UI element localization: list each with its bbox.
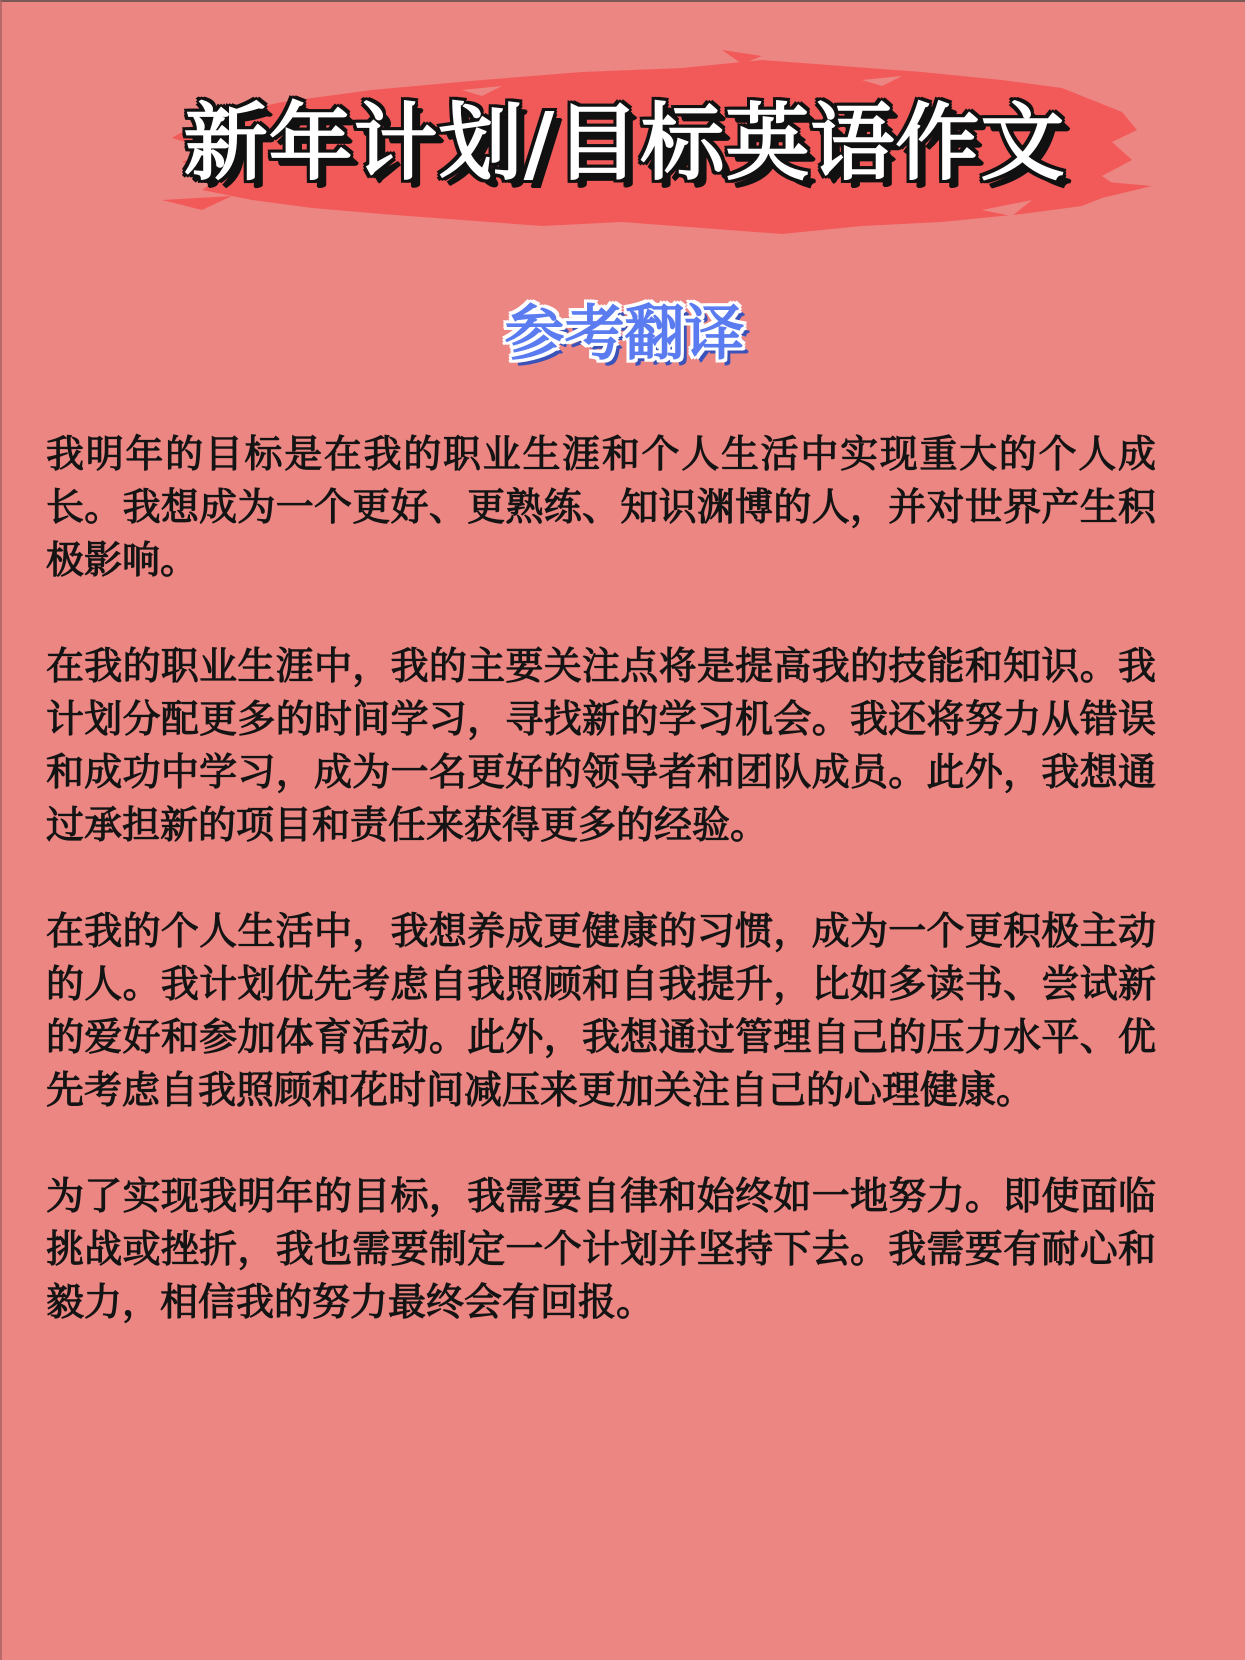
- paragraph-2: 在我的职业生涯中，我的主要关注点将是提高我的技能和知识。我计划分配更多的时间学习，寻找新的学习机会。我还将努力从错误和成功中学习，成为一名更好的领导者和团队成员。此外，我想通过承担新的项目和责任来获得更多的经验。: [46, 644, 1156, 847]
- essay-body: [46, 428, 1156, 1382]
- page-title: 新年计划/目标英语作文: [183, 94, 1066, 192]
- paragraph-1: 我明年的目标是在我的职业生涯和个人生活中实现重大的个人成长。我想成为一个更好、更熟练、知识渊博的人，并对世界产生积极影响。: [46, 432, 1156, 582]
- section-subtitle: 参考翻译: [504, 299, 745, 369]
- paragraph-3: 在我的个人生活中，我想养成更健康的习惯，成为一个更积极主动的人。我计划优先考虑自我照顾和自我提升，比如多读书、尝试新的爱好和参加体育活动。此外，我想通过管理自己的压力水平、优先考虑自我照顾和花时间减压来更加关注自己的心理健康。: [46, 909, 1156, 1112]
- paragraph-4: 为了实现我明年的目标，我需要自律和始终如一地努力。即使面临挑战或挫折，我也需要制定一个计划并坚持下去。我需要有耐心和毅力，相信我的努力最终会有回报。: [46, 1174, 1156, 1324]
